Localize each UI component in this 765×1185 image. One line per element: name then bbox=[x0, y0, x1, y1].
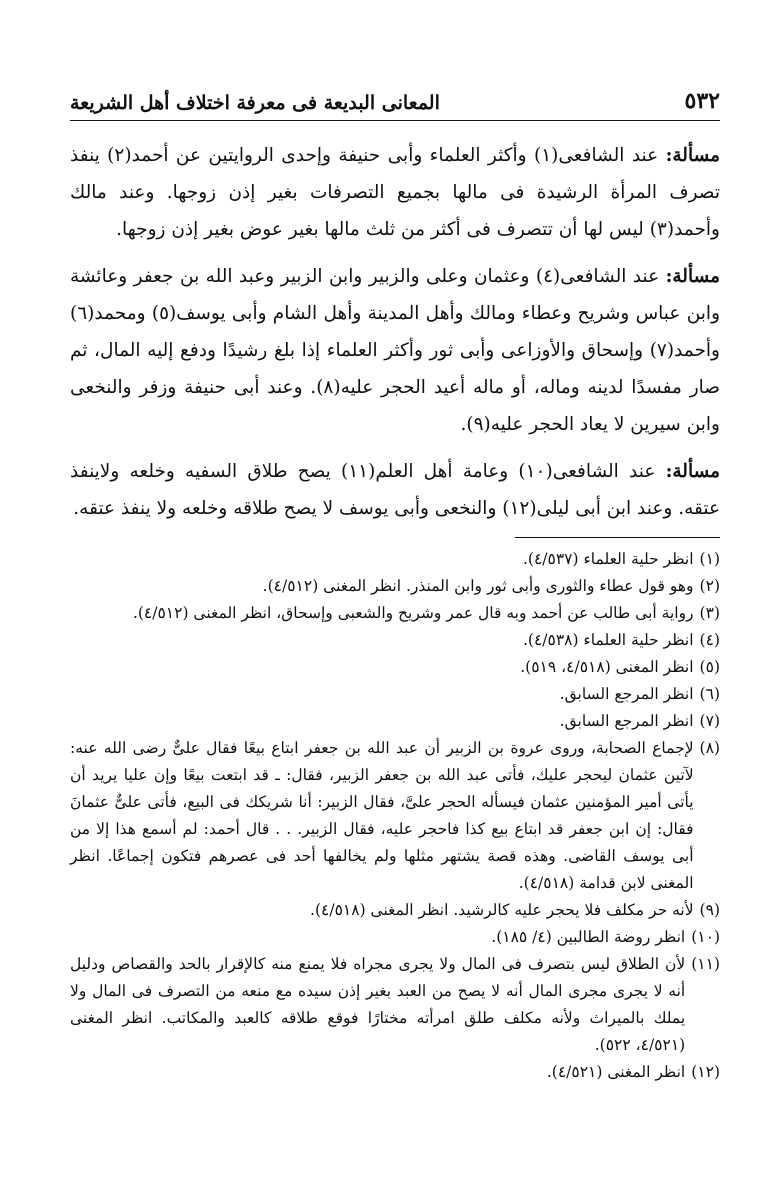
footnote-text: انظر روضة الطالبين (٤/ ١٨٥). bbox=[491, 928, 686, 946]
footnote-text: لأن الطلاق ليس بتصرف فى المال ولا يجرى مجراه فلا يمنع منه كالإقرار بالحد والقصاص ودليل أنه لا يجرى مجرى المال أنه لا يصح من العبد بغير إذن سيده مع منعه من التصرف فى المال ولا يملك بالميراث ولأنه مكلف طلق امرأته مختارًا فوقع طلاقه كالعبد والمكاتب. انظر المغنى (٤/٥٢١، ٥٢٢). bbox=[70, 955, 686, 1054]
footnote bbox=[70, 600, 720, 627]
page-header bbox=[70, 88, 720, 121]
footnote bbox=[70, 573, 720, 600]
footnote-separator bbox=[515, 537, 720, 538]
footnote bbox=[70, 627, 720, 654]
footnote bbox=[70, 1059, 720, 1086]
footnote-number: (٤) bbox=[699, 631, 720, 649]
main-text bbox=[70, 137, 720, 527]
page-number: ٥٣٢ bbox=[684, 88, 720, 114]
footnote bbox=[70, 897, 720, 924]
footnote-number: (٩) bbox=[699, 901, 720, 919]
footnote-text: وهو قول عطاء والثورى وأبى ثور وابن المنذر. انظر المغنى (٤/٥١٢). bbox=[262, 577, 694, 595]
footnote-number: (١١) bbox=[691, 955, 720, 973]
issue-text: عند الشافعى(١٠) وعامة أهل العلم(١١) يصح طلاق السفيه وخلعه ولاينفذ عتقه. وعند ابن أبى ليلى(١٢) والنخعى وأبى يوسف لا يصح طلاقه وخلعه ولا ينفذ عتقه. bbox=[70, 461, 720, 519]
issue-text: عند الشافعى(١) وأكثر العلماء وأبى حنيفة وإحدى الروايتين عن أحمد(٢) ينفذ تصرف المرأة الرشيدة فى مالها بجميع التصرفات بغير إذن زوجها. وعند مالك وأحمد(٣) ليس لها أن تتصرف فى أكثر من ثلث مالها بغير عوض بغير إذن زوجها. bbox=[70, 145, 720, 240]
issue-paragraph bbox=[70, 137, 720, 248]
footnote-number: (١٠) bbox=[691, 928, 720, 946]
footnote bbox=[70, 654, 720, 681]
issue-text: عند الشافعى(٤) وعثمان وعلى والزبير وابن الزبير وعبد الله بن جعفر وعائشة وابن عباس وشريح وعطاء ومالك وأهل المدينة وأهل الشام وأبى يوسف(٥) ومحمد(٦) وأحمد(٧) وإسحاق والأوزاعى وأبى ثور وأكثر العلماء إذا بلغ رشيدًا ودفع إليه المال، ثم صار مفسدًا لدينه وماله، أو ماله أعيد الحجر عليه(٨). وعند أبى حنيفة وزفر والنخعى وابن سيرين لا يعاد الحجر عليه(٩). bbox=[70, 266, 720, 435]
issue-keyword: مسألة: bbox=[665, 461, 720, 482]
footnote-text: انظر حلية العلماء (٤/٥٣٧). bbox=[523, 550, 694, 568]
footnote-number: (٧) bbox=[699, 712, 720, 730]
footnote bbox=[70, 708, 720, 735]
footnote-number: (٥) bbox=[699, 658, 720, 676]
footnote-number: (٣) bbox=[699, 604, 720, 622]
issue-keyword: مسألة: bbox=[665, 266, 720, 287]
book-page bbox=[70, 88, 720, 1148]
footnote-text: انظر حلية العلماء (٤/٥٣٨). bbox=[523, 631, 694, 649]
footnote-text: انظر المغنى (٤/٥٢١). bbox=[546, 1063, 686, 1081]
footnote bbox=[70, 546, 720, 573]
footnote bbox=[70, 681, 720, 708]
footnote-text: انظر المغنى (٤/٥١٨، ٥١٩). bbox=[520, 658, 694, 676]
footnote-text: رواية أبى طالب عن أحمد وبه قال عمر وشريح والشعبى وإسحاق، انظر المغنى (٤/٥١٢). bbox=[132, 604, 694, 622]
footnote-number: (١) bbox=[699, 550, 720, 568]
footnote-text: لإجماع الصحابة، وروى عروة بن الزبير أن عبد الله بن جعفر ابتاع بيعًا فقال علىٌّ رضى الله عنه: لآتين عثمان ليحجر عليك، فأتى عبد الله بن جعفر الزبير، فقال: ـ قد ابتعت بيعًا وإن عليا يريد أن يأتى أمير المؤمنين عثمان فيسأله الحجر علىَّ، فقال الزبير: أنا شريكك فى البيع، فأتى علىٌّ عثمانَ فقال: إن ابن جعفر قد ابتاع بيع كذا فاحجر عليه، فقال الزبير. . . قال أحمد: لم أسمع هذا إلا من أبى يوسف القاضى. وهذه قصة يشتهر مثلها ولم يخالفها أحد فى عصرهم فتكون إجماعًا. انظر المغنى لابن قدامة (٤/٥١٨). bbox=[70, 739, 694, 892]
footnote-text: انظر المرجع السابق. bbox=[559, 712, 694, 730]
running-title: المعانى البديعة فى معرفة اختلاف أهل الشريعة bbox=[70, 92, 440, 114]
issue-keyword: مسألة: bbox=[665, 145, 720, 166]
footnote bbox=[70, 735, 720, 897]
footnote bbox=[70, 924, 720, 951]
issue-paragraph bbox=[70, 258, 720, 443]
issue-paragraph bbox=[70, 453, 720, 527]
footnote-number: (١٢) bbox=[691, 1063, 720, 1081]
footnote-text: انظر المرجع السابق. bbox=[559, 685, 694, 703]
footnote bbox=[70, 951, 720, 1059]
footnote-number: (٦) bbox=[699, 685, 720, 703]
footnotes bbox=[70, 546, 720, 1086]
footnote-text: لأنه حر مكلف فلا يحجر عليه كالرشيد. انظر المغنى (٤/٥١٨). bbox=[310, 901, 694, 919]
footnote-number: (٢) bbox=[699, 577, 720, 595]
footnote-number: (٨) bbox=[699, 739, 720, 757]
